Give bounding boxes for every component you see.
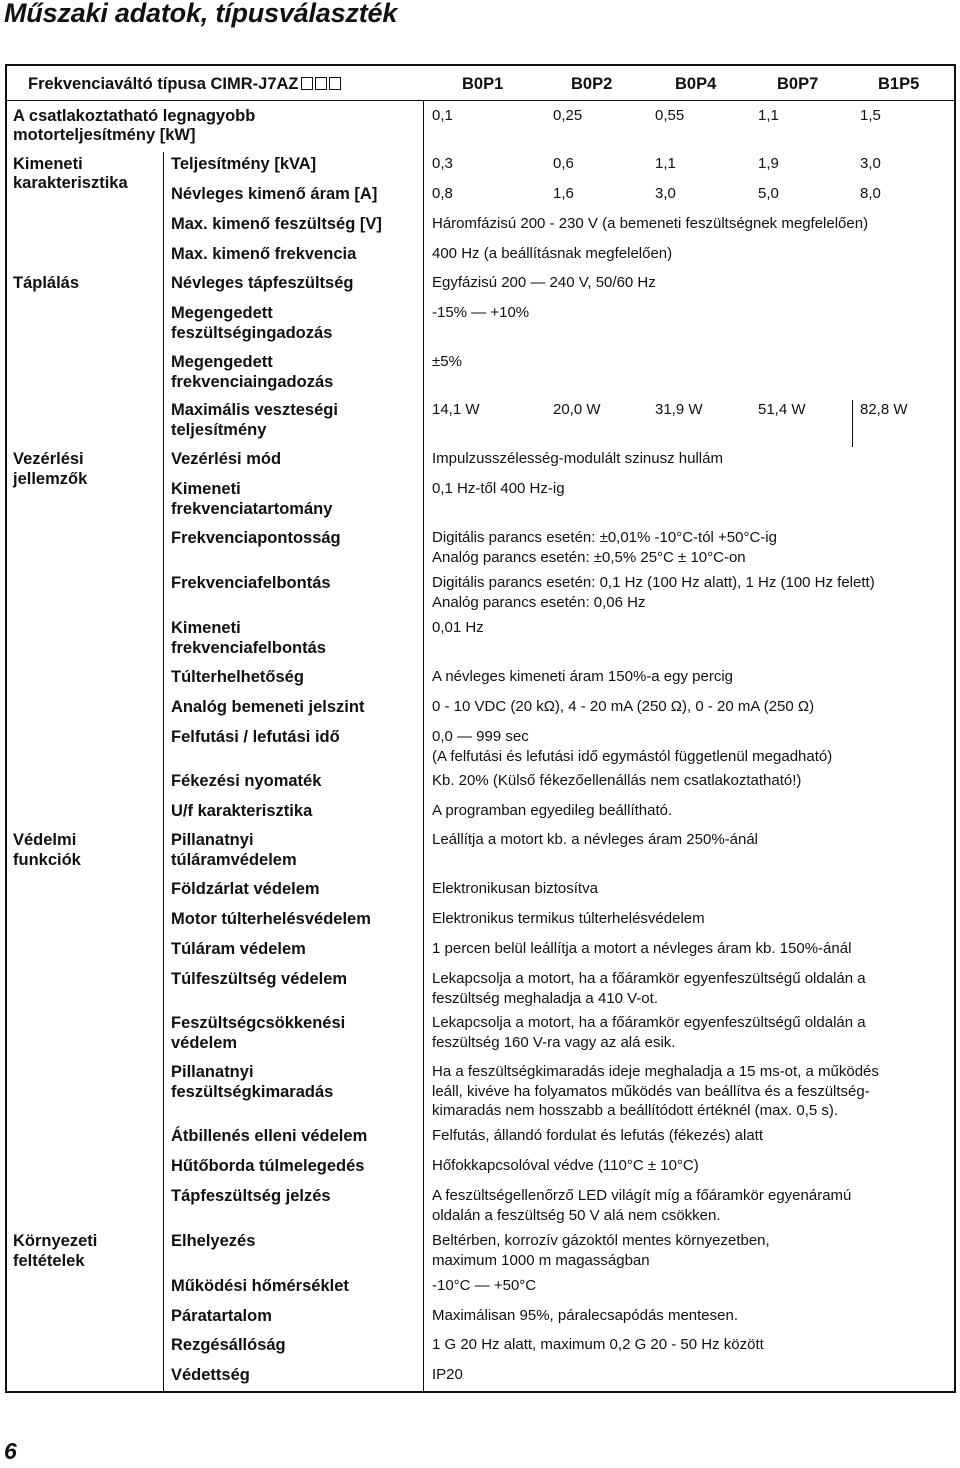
section-environment-line1: Környezeti	[13, 1232, 98, 1250]
row-value: 3,0	[860, 155, 881, 172]
section-protection-line2: funkciók	[13, 851, 81, 869]
row-value: 31,9 W	[655, 401, 703, 418]
row-text: A feszültségellenőrző LED világít míg a főáramkör egyenáramú	[432, 1187, 852, 1204]
row-text: Leállítja a motort kb. a névleges áram 250%-ánál	[432, 831, 759, 848]
row-text: kimaradás nem hosszabb a beállítódott értéknél (max. 0,5 s).	[432, 1102, 839, 1119]
row-label: Max. kimenő feszültség [V]	[171, 215, 382, 233]
row-label: Átbillenés elleni védelem	[171, 1127, 368, 1145]
row-label: Fékezési nyomaték	[171, 772, 322, 790]
row-label: Feszültségcsökkenési	[171, 1014, 346, 1032]
model-b0p7: B0P7	[777, 75, 819, 93]
row-text: Impulzusszélesség-modulált szinusz hullám	[432, 450, 723, 467]
row-text: (A felfutási és lefutási idő egymástól függetlenül megadható)	[432, 747, 833, 765]
row-value: 20,0 W	[553, 401, 601, 418]
motor-value: 1,1	[758, 107, 779, 124]
row-text: Elektronikusan biztosítva	[432, 880, 598, 897]
row-label: Megengedett	[171, 353, 273, 371]
row-value: 0,8	[432, 185, 453, 202]
row-text: Lekapcsolja a motort, ha a főáramkör egyenfeszültségű oldalán a	[432, 1014, 866, 1031]
row-text: Digitális parancs esetén: ±0,01% -10°C-tól +50°C-ig	[432, 529, 777, 546]
row-label: frekvenciaingadozás	[171, 372, 334, 391]
grid-line	[852, 400, 853, 447]
page-number: 6	[4, 1438, 17, 1464]
row-text: ±5%	[432, 353, 462, 370]
row-label: Analóg bemeneti jelszint	[171, 698, 365, 716]
grid-line	[423, 100, 424, 1393]
row-label: Kimeneti	[171, 619, 241, 637]
row-label: Védettség	[171, 1366, 250, 1384]
row-text: A névleges kimeneti áram 150%-a egy percig	[432, 668, 733, 685]
motor-value: 0,55	[655, 107, 685, 124]
motor-value: 1,5	[860, 107, 881, 124]
row-label: Túlterhelhetőség	[171, 668, 304, 686]
row-label: Túláram védelem	[171, 940, 306, 958]
row-text: 0,1 Hz-től 400 Hz-ig	[432, 480, 565, 497]
row-value: 8,0	[860, 185, 881, 202]
row-label: Túlfeszültség védelem	[171, 970, 348, 988]
section-output-line2: karakterisztika	[13, 174, 128, 192]
row-label: Névleges tápfeszültség	[171, 274, 354, 292]
row-label: Teljesítmény [kVA]	[171, 155, 317, 173]
section-output-line1: Kimeneti	[13, 155, 83, 173]
row-text: A programban egyedileg beállítható.	[432, 802, 673, 819]
row-value: 0,6	[553, 155, 574, 172]
row-value: 82,8 W	[860, 401, 908, 418]
row-label: Hűtőborda túlmelegedés	[171, 1157, 365, 1175]
row-text: Egyfázisú 200 — 240 V, 50/60 Hz	[432, 274, 656, 291]
row-value: 14,1 W	[432, 401, 480, 418]
section-control-line1: Vezérlési	[13, 450, 84, 468]
row-value: 51,4 W	[758, 401, 806, 418]
model-b0p4: B0P4	[675, 75, 717, 93]
row-text: Kb. 20% (Külső fékezőellenállás nem csatlakoztatható!)	[432, 772, 802, 789]
row-text: IP20	[432, 1366, 463, 1383]
grid-line	[163, 152, 164, 1393]
model-b0p2: B0P2	[571, 75, 613, 93]
row-label: Pillanatnyi	[171, 831, 254, 849]
row-label: Felfutási / lefutási idő	[171, 728, 340, 746]
model-b0p1: B0P1	[462, 75, 504, 93]
row-text: 0,01 Hz	[432, 619, 484, 636]
row-label: U/f karakterisztika	[171, 802, 313, 820]
row-label: túláramvédelem	[171, 850, 297, 869]
row-label: Megengedett	[171, 304, 273, 322]
section-environment-line2: feltételek	[13, 1252, 85, 1270]
row-label: Frekvenciapontosság	[171, 529, 341, 547]
row-label: Elhelyezés	[171, 1232, 256, 1250]
row-text: Digitális parancs esetén: 0,1 Hz (100 Hz alatt), 1 Hz (100 Hz felett)	[432, 574, 875, 591]
model-b1p5: B1P5	[878, 75, 920, 93]
row-value: 5,0	[758, 185, 779, 202]
motor-label-line2: motorteljesítmény [kW]	[13, 126, 196, 144]
row-text: Lekapcsolja a motort, ha a főáramkör egyenfeszültségű oldalán a	[432, 970, 866, 987]
row-text: 0,0 — 999 sec	[432, 728, 529, 745]
row-text: Beltérben, korrozív gázoktól mentes környezetben,	[432, 1232, 770, 1249]
type-label: Frekvenciaváltó típusa CIMR-J7AZ	[28, 74, 341, 94]
row-text: Analóg parancs esetén: ±0,5% 25°C ± 10°C-on	[432, 548, 746, 566]
row-text: Analóg parancs esetén: 0,06 Hz	[432, 593, 646, 611]
row-label: Páratartalom	[171, 1307, 272, 1325]
row-text: Háromfázisú 200 - 230 V (a bemeneti feszültségnek megfelelően)	[432, 215, 869, 232]
row-label: Frekvenciafelbontás	[171, 574, 331, 592]
motor-label-line1: A csatlakoztatható legnagyobb	[13, 107, 256, 125]
grid-line	[5, 100, 956, 101]
row-label: feszültségingadozás	[171, 323, 333, 342]
section-control-line2: jellemzők	[13, 470, 88, 488]
row-text: 1 percen belül leállítja a motort a névleges áram kb. 150%-ánál	[432, 940, 852, 957]
row-text: Felfutás, állandó fordulat és lefutás (fékezés) alatt	[432, 1127, 764, 1144]
row-label: teljesítmény	[171, 420, 267, 439]
row-label: Max. kimenő frekvencia	[171, 245, 357, 263]
row-text: leáll, kivéve ha folyamatos működés van beállítva és a feszültség-	[432, 1082, 870, 1100]
row-value: 1,6	[553, 185, 574, 202]
row-text: feszültség meghaladja a 410 V-ot.	[432, 989, 658, 1007]
row-text: -15% — +10%	[432, 304, 530, 321]
row-label: Maximális veszteségi	[171, 401, 338, 419]
row-label: frekvenciatartomány	[171, 499, 333, 518]
row-text: 0 - 10 VDC (20 kΩ), 4 - 20 mA (250 Ω), 0 - 20 mA (250 Ω)	[432, 698, 815, 715]
row-label: Motor túlterhelésvédelem	[171, 910, 371, 928]
row-text: Maximálisan 95%, páralecsapódás mentesen.	[432, 1307, 738, 1324]
row-text: Elektronikus termikus túlterhelésvédelem	[432, 910, 705, 927]
motor-value: 0,25	[553, 107, 583, 124]
row-label: Tápfeszültség jelzés	[171, 1187, 331, 1205]
row-label: Kimeneti	[171, 480, 241, 498]
row-label: frekvenciafelbontás	[171, 638, 326, 657]
row-label: Névleges kimenő áram [A]	[171, 185, 378, 203]
page-title: Műszaki adatok, típusválaszték	[4, 0, 398, 28]
section-protection-line1: Védelmi	[13, 831, 77, 849]
row-text: maximum 1000 m magasságban	[432, 1251, 650, 1269]
row-value: 0,3	[432, 155, 453, 172]
row-label: feszültségkimaradás	[171, 1082, 334, 1101]
row-value: 3,0	[655, 185, 676, 202]
row-text: Ha a feszültségkimaradás ideje meghaladja a 15 ms-ot, a működés	[432, 1063, 879, 1080]
row-value: 1,1	[655, 155, 676, 172]
row-label: Pillanatnyi	[171, 1063, 254, 1081]
row-text: 400 Hz (a beállításnak megfelelően)	[432, 245, 673, 262]
row-text: Hőfokkapcsolóval védve (110°C ± 10°C)	[432, 1157, 699, 1174]
row-label: Rezgésállóság	[171, 1336, 286, 1354]
row-label: Működési hőmérséklet	[171, 1277, 349, 1295]
row-label: Vezérlési mód	[171, 450, 282, 468]
row-text: 1 G 20 Hz alatt, maximum 0,2 G 20 - 50 Hz között	[432, 1336, 764, 1353]
row-text: -10°C — +50°C	[432, 1277, 537, 1294]
motor-value: 0,1	[432, 107, 453, 124]
row-label: Földzárlat védelem	[171, 880, 320, 898]
row-text: feszültség 160 V-ra vagy az alá esik.	[432, 1033, 676, 1051]
row-value: 1,9	[758, 155, 779, 172]
row-label: védelem	[171, 1033, 238, 1052]
section-supply: Táplálás	[13, 274, 80, 292]
row-text: oldalán a feszültség 50 V alá nem csökken.	[432, 1206, 721, 1224]
